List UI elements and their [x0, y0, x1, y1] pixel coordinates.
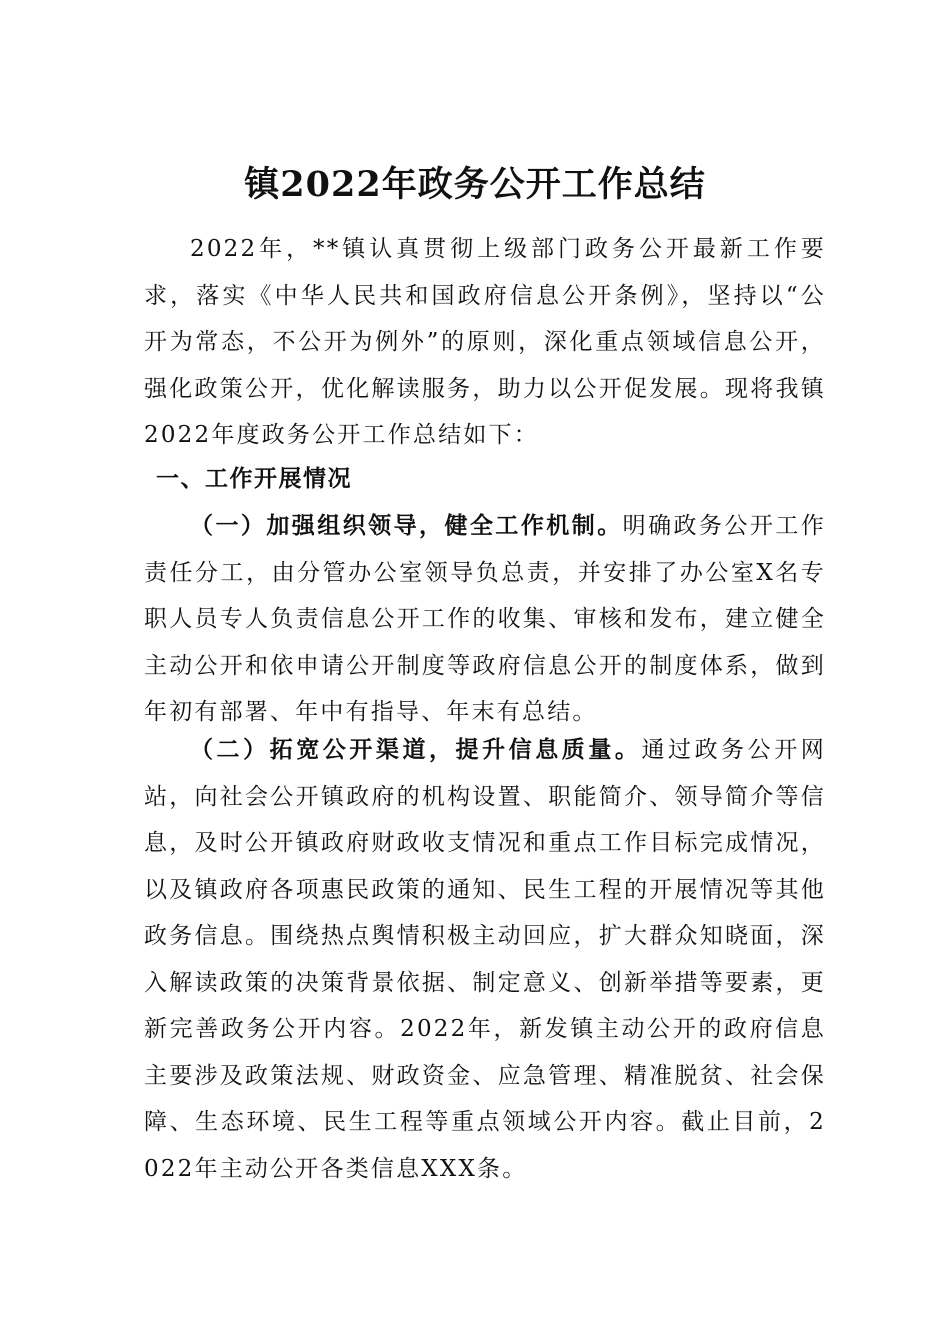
intro-paragraph: 2022年，**镇认真贯彻上级部门政务公开最新工作要求，落实《中华人民共和国政府信息公开条例》，坚持以“公开为常态，不公开为例外”的原则，深化重点领域信息公开，强化政策公开，优化解读服务，助力以公开促发展。现将我镇2022年度政务公开工作总结如下：: [144, 236, 826, 448]
document-title: 镇2022年政务公开工作总结: [244, 164, 706, 206]
paragraph-lead: （二）拓宽公开渠道，提升信息质量。: [190, 736, 642, 763]
paragraph-body: 通过政务公开网站，向社会公开镇政府的机构设置、职能简介、领导简介等信息，及时公开镇政府财政收支情况和重点工作目标完成情况，以及镇政府各项惠民政策的通知、民生工程的开展情况等其他政务信息。围绕热点舆情积极主动回应，扩大群众知晓面，深入解读政策的决策背景依据、制定意义、创新举措等要素，更新完善政务公开内容。2022年，新发镇主动公开的政府信息主要涉及政策法规、财政资金、应急管理、精准脱贫、社会保障、生态环境、民生工程等重点领域公开内容。截止目前，2022年主动公开各类信息XXX条。: [144, 737, 826, 1182]
paragraph-open-channels: [144, 727, 826, 1192]
paragraph-body: 明确政务公开工作责任分工，由分管办公室领导负总责，并安排了办公室X名专职人员专人负责信息公开工作的收集、审核和发布，建立健全主动公开和依申请公开制度等政府信息公开的制度体系，做到年初有部署、年中有指导、年末有总结。: [144, 513, 826, 725]
paragraph-organization-leadership: [144, 503, 826, 736]
paragraph-lead: （一）加强组织领导，健全工作机制。: [190, 512, 623, 539]
section-heading-work-status: 一、工作开展情况: [156, 466, 352, 492]
